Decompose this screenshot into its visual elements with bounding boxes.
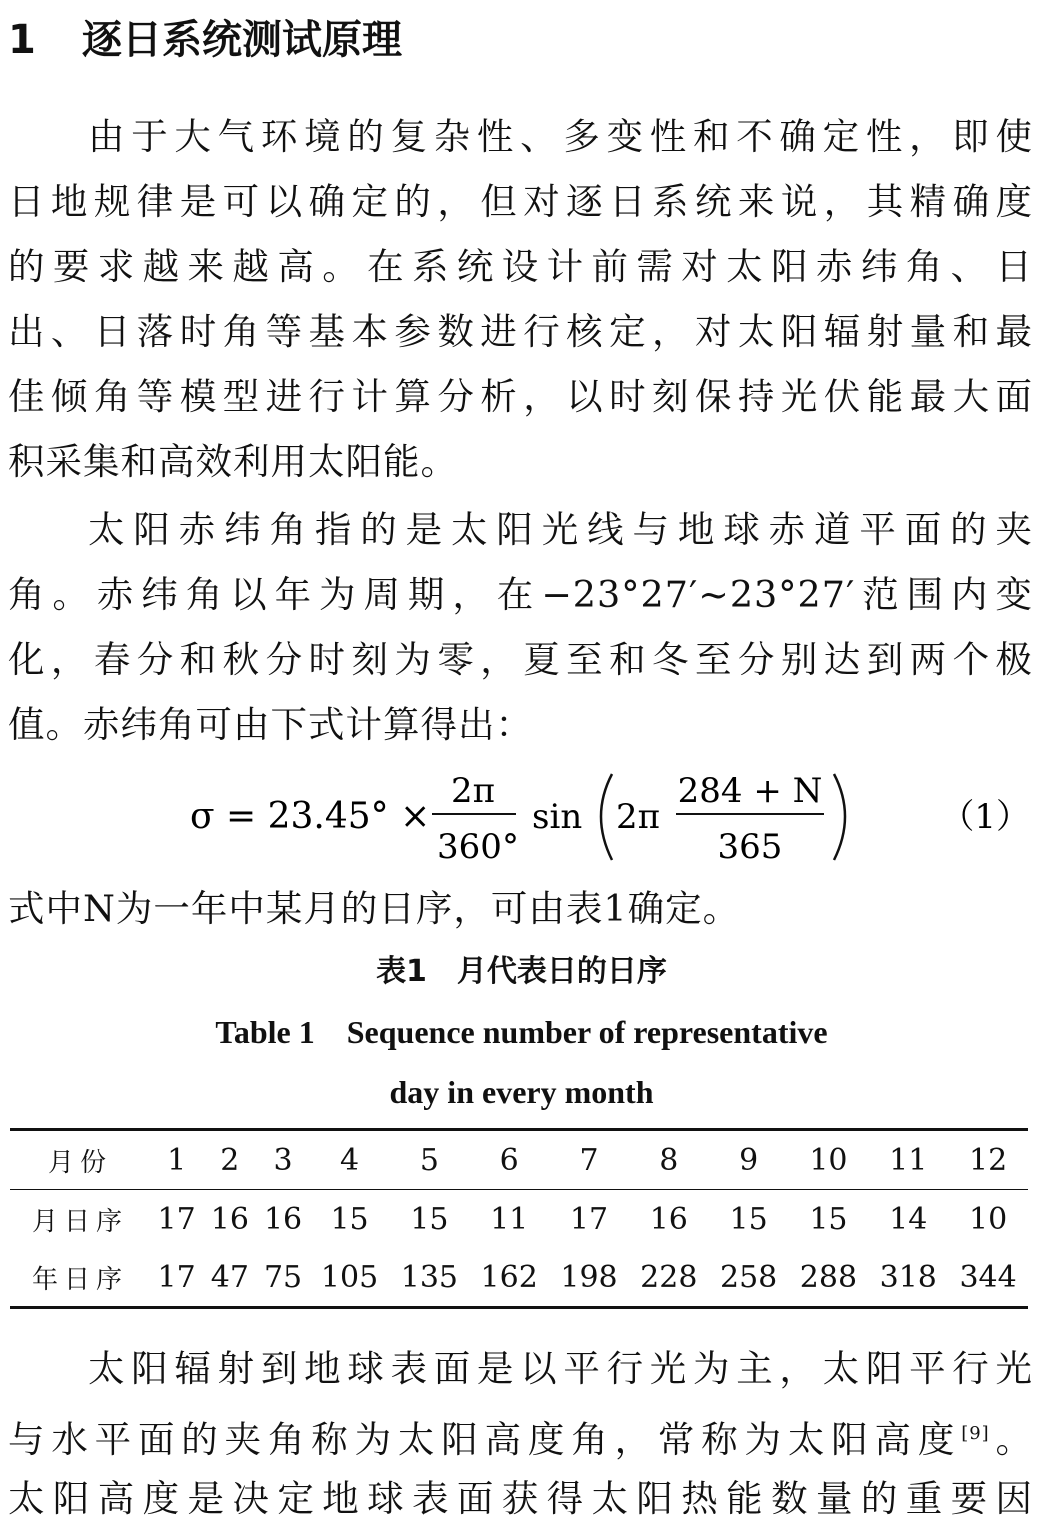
table-cell: 318 [868,1248,948,1308]
citation-ref: [9] [961,1423,990,1444]
row-label: 月份 [10,1130,150,1190]
table-cell: 135 [389,1248,469,1308]
text-line: 值。赤纬角可由下式计算得出： [8,703,533,746]
text-line: 太阳辐射到地球表面是以平行光为主，太阳平行光 [88,1347,1033,1390]
table-cell: 258 [709,1248,789,1308]
section-heading [8,12,402,68]
table-cell: 7 [549,1130,629,1190]
table-cell: 47 [203,1248,256,1308]
table-caption-cn: 表1 月代表日的日序 [376,954,667,989]
table-caption-en-line2: day in every month [389,1074,654,1110]
table-row-month-day [10,1190,1028,1249]
text-line: 积采集和高效利用太阳能。 [8,440,458,483]
table-cell: 1 [150,1130,203,1190]
text-line: 的要求越来越高。在系统设计前需对太阳赤纬角、日 [8,245,1033,288]
text-line [8,1401,1033,1466]
table-row-month [10,1130,1028,1190]
equation-graphic [0,760,1043,870]
table-cell: 9 [709,1130,789,1190]
table-cell: 16 [263,1201,303,1237]
table-cell: 162 [469,1248,549,1308]
paragraph-solar-altitude [8,1336,1033,1531]
eq-sin: sin [532,797,583,837]
table-cell: 16 [210,1201,249,1237]
text-line: 日地规律是可以确定的，但对逐日系统来说，其精确度 [8,180,1033,223]
text-line-end: 。 [989,1418,1034,1462]
text-line: 化，春分和秋分时刻为零，夏至和冬至分别达到两个极 [8,638,1033,681]
table-cell: 16 [649,1201,688,1237]
table-cell: 2 [203,1130,256,1190]
day-sequence-table [10,1128,1028,1309]
eq-frac2-num: 284 + N [677,771,823,811]
paragraph-declination [8,497,1033,757]
eq-right-paren [834,774,845,860]
table-cell: 198 [549,1248,629,1308]
table-cell: 10 [789,1130,869,1190]
table-cell: 75 [256,1248,309,1308]
eq-frac1-den: 360° [437,827,519,867]
table-cell: 11 [490,1201,529,1237]
table-cell: 228 [629,1248,709,1308]
text-line: 出、日落时角等基本参数进行核定，对太阳辐射量和最 [8,310,1033,353]
eq-frac2-den: 365 [717,827,783,867]
section-title: 逐日系统测试原理 [82,17,402,63]
table-cell: 6 [469,1130,549,1190]
eq-left-paren [601,774,612,860]
table-cell: 17 [150,1248,203,1308]
eq-frac1-num: 2π [451,771,495,811]
eq-inner-prefix: 2π [616,797,660,837]
table-cell: 10 [968,1201,1008,1237]
text-line: 佳倾角等模型进行计算分析，以时刻保持光伏能最大面 [8,375,1033,418]
table-cell: 17 [569,1201,609,1237]
table-cell: 105 [310,1248,390,1308]
text-line: 由于大气环境的复杂性、多变性和不确定性，即使 [88,115,1033,158]
text-line: 太阳高度是决定地球表面获得太阳热能数量的重要因 [8,1477,1033,1520]
table-cell: 15 [410,1201,449,1237]
text-line: 式中N为一年中某月的日序，可由表1确定。 [8,887,741,930]
row-label: 年日序 [10,1248,150,1308]
eq-lhs: σ = 23.45° × [190,796,431,837]
table-cell: 3 [256,1130,309,1190]
table-cell: 12 [948,1130,1028,1190]
text-line: 角。赤纬角以年为周期，在−23°27′~23°27′范围内变 [8,573,1033,616]
table-cell: 5 [389,1130,469,1190]
table-cell: 14 [889,1201,928,1237]
paragraph-intro [8,104,1033,494]
section-number: 1 [8,17,36,63]
table-cell: 17 [157,1201,196,1237]
table-cell: 15 [729,1201,768,1237]
table-row-year-day [10,1248,1028,1308]
table-cell: 288 [789,1248,869,1308]
table-caption-en-line1: Table 1 Sequence number of representative [215,1014,828,1050]
equation-1 [0,760,1043,870]
row-label: 月日序 [31,1206,128,1237]
table-cell: 8 [629,1130,709,1190]
text-line-content: 与水平面的夹角称为太阳高度角，常称为太阳高度 [8,1418,962,1462]
table-cell: 15 [809,1201,848,1237]
text-line: 太阳赤纬角指的是太阳光线与地球赤道平面的夹 [88,508,1033,551]
eq-number: （1） [940,797,1030,837]
table-cell: 15 [330,1201,369,1237]
table-cell: 4 [310,1130,390,1190]
paragraph-note [8,876,1033,941]
table-cell: 344 [948,1248,1028,1308]
table-cell: 11 [868,1130,948,1190]
